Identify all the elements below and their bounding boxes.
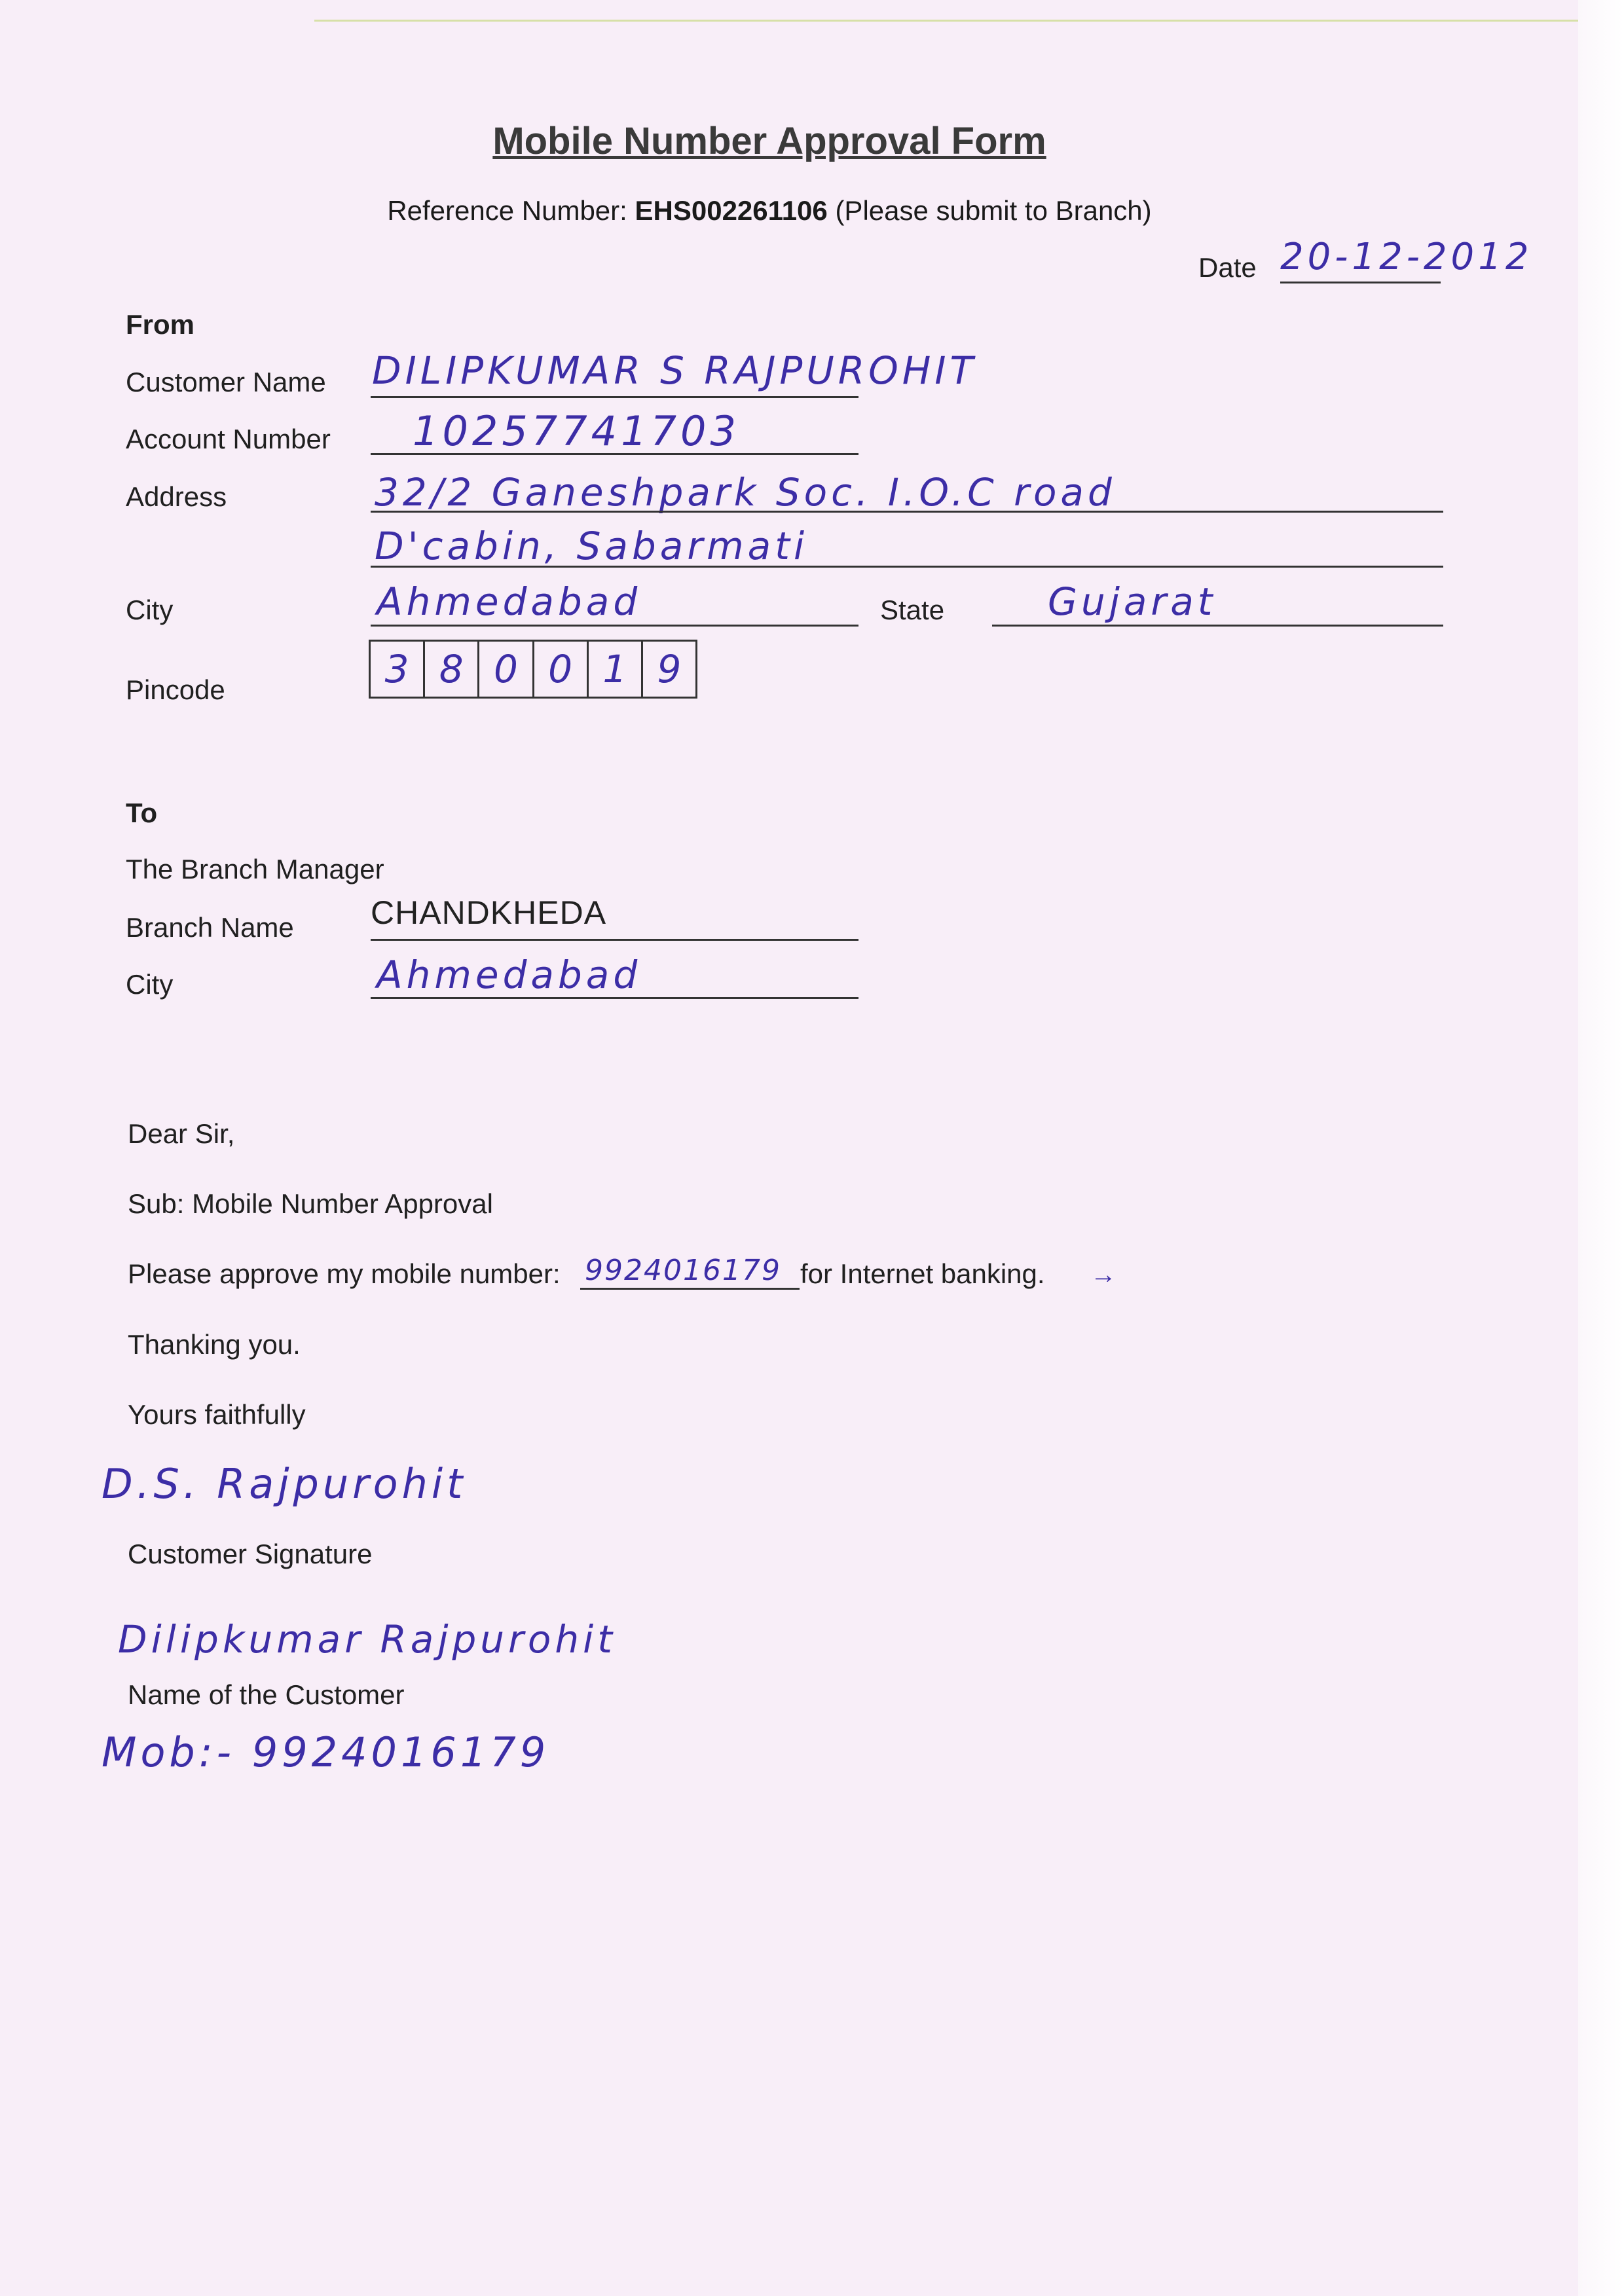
salutation-text: Dear Sir, bbox=[128, 1118, 235, 1149]
state-label: State bbox=[880, 594, 945, 625]
approve-prefix-text: Please approve my mobile number: bbox=[128, 1258, 561, 1289]
branch-name-underline bbox=[371, 939, 858, 941]
city-field[interactable]: Ahmedabad bbox=[377, 579, 642, 624]
pincode-digit[interactable]: 8 bbox=[425, 642, 479, 697]
address-line2-underline bbox=[371, 566, 1443, 568]
address-line2-field[interactable]: D'cabin, Sabarmati bbox=[375, 524, 809, 568]
customer-name-field[interactable]: DILIPKUMAR S RAJPUROHIT bbox=[372, 348, 977, 393]
account-number-label: Account Number bbox=[126, 424, 331, 454]
closing-text: Yours faithfully bbox=[128, 1399, 306, 1430]
customer-name-underline bbox=[371, 396, 858, 398]
scan-page-edge bbox=[1578, 0, 1624, 2296]
branch-name-field[interactable]: CHANDKHEDA bbox=[371, 894, 607, 931]
from-heading: From bbox=[126, 309, 194, 340]
signature-label: Customer Signature bbox=[128, 1539, 373, 1569]
state-underline bbox=[992, 625, 1443, 627]
pincode-digit[interactable]: 0 bbox=[479, 642, 534, 697]
city-underline bbox=[371, 625, 858, 627]
date-label: Date bbox=[1198, 252, 1257, 283]
customer-name-handwritten: Dilipkumar Rajpurohit bbox=[118, 1617, 616, 1662]
thanks-text: Thanking you. bbox=[128, 1329, 301, 1360]
scan-top-line bbox=[314, 20, 1578, 22]
account-number-field[interactable]: 10257741703 bbox=[413, 407, 740, 455]
pincode-digit[interactable]: 1 bbox=[589, 642, 643, 697]
mobile-number-field[interactable]: 9924016179 bbox=[585, 1254, 781, 1287]
to-city-label: City bbox=[126, 969, 174, 1000]
form-title: Mobile Number Approval Form bbox=[492, 120, 1046, 162]
approve-suffix-text: for Internet banking. bbox=[800, 1258, 1045, 1289]
mobile-note-handwritten: Mob:- 9924016179 bbox=[101, 1728, 550, 1776]
account-number-underline bbox=[371, 453, 858, 455]
reference-suffix: (Please submit to Branch) bbox=[827, 195, 1152, 226]
reference-number: EHS002261106 bbox=[635, 195, 828, 226]
to-heading: To bbox=[126, 797, 158, 828]
pincode-digit[interactable]: 3 bbox=[371, 642, 425, 697]
pincode-boxes[interactable] bbox=[369, 640, 697, 699]
date-value[interactable]: 20-12-2012 bbox=[1280, 236, 1533, 278]
date-underline bbox=[1280, 282, 1441, 283]
state-field[interactable]: Gujarat bbox=[1048, 579, 1217, 624]
customer-name-label: Customer Name bbox=[126, 367, 326, 397]
subject-text: Sub: Mobile Number Approval bbox=[128, 1188, 493, 1219]
customer-signature: D.S. Rajpurohit bbox=[101, 1460, 467, 1508]
pincode-digit[interactable]: 9 bbox=[657, 647, 682, 691]
to-city-underline bbox=[371, 997, 858, 999]
address-label: Address bbox=[126, 481, 227, 512]
to-city-field[interactable]: Ahmedabad bbox=[377, 953, 642, 997]
reference-line bbox=[0, 195, 1539, 227]
pincode-label: Pincode bbox=[126, 674, 225, 705]
pincode-digit[interactable]: 0 bbox=[534, 642, 589, 697]
arrow-mark-icon: → bbox=[1090, 1260, 1116, 1289]
recipient-text: The Branch Manager bbox=[126, 854, 384, 884]
address-line1-field[interactable]: 32/2 Ganeshpark Soc. I.O.C road bbox=[375, 470, 1116, 515]
customer-name-caption: Name of the Customer bbox=[128, 1679, 405, 1710]
mobile-number-underline bbox=[580, 1288, 800, 1290]
address-line1-underline bbox=[371, 511, 1443, 513]
city-label: City bbox=[126, 594, 174, 625]
reference-prefix: Reference Number: bbox=[387, 195, 635, 226]
branch-name-label: Branch Name bbox=[126, 912, 294, 943]
